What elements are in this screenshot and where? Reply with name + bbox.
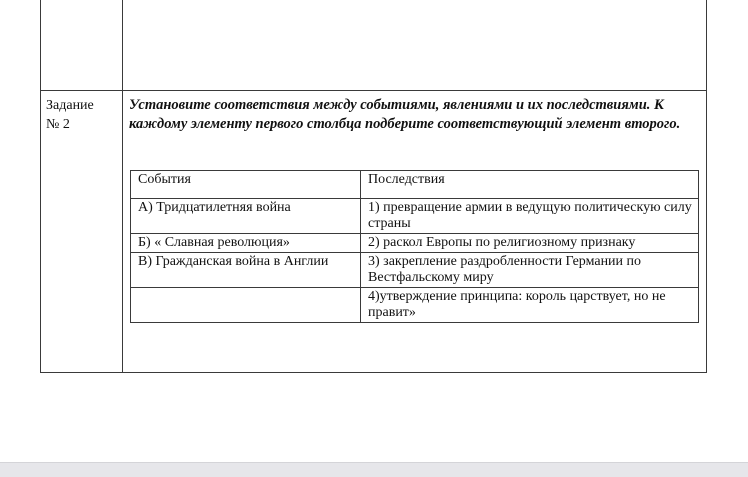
consequence-cell: 3) закрепление раздробленности Германии по Вестфальскому миру	[361, 253, 699, 288]
table-row	[131, 288, 699, 323]
event-cell	[131, 288, 361, 323]
event-cell: А) Тридцатилетняя война	[131, 199, 361, 234]
table-header-row	[131, 171, 699, 199]
event-cell: В) Гражданская война в Англии	[131, 253, 361, 288]
consequence-cell: 4)утверждение принципа: король царствует, но не правит»	[361, 288, 699, 323]
event-cell: Б) « Славная революция»	[131, 234, 361, 253]
table-border-bottom	[40, 372, 707, 373]
matching-table	[130, 170, 699, 323]
table-row	[131, 234, 699, 253]
table-row	[131, 253, 699, 288]
table-border-divider	[122, 0, 123, 373]
header-events: События	[131, 171, 361, 199]
task-label-word: Задание	[46, 98, 94, 113]
consequence-cell: 2) раскол Европы по религиозному признаку	[361, 234, 699, 253]
task-label	[46, 96, 94, 134]
table-border-right	[706, 0, 707, 373]
viewer-bottom-bar	[0, 462, 748, 477]
task-number: № 2	[46, 117, 70, 132]
task-instruction: Установите соответствия между событиями, явлениями и их последствиями. К каждому элементу первого столбца подберите соответствующий элемент второго.	[129, 97, 681, 132]
table-border-left	[40, 0, 41, 373]
header-consequences: Последствия	[361, 171, 699, 199]
table-row	[131, 199, 699, 234]
consequence-cell: 1) превращение армии в ведущую политическую силу страны	[361, 199, 699, 234]
table-row-separator	[40, 90, 707, 91]
